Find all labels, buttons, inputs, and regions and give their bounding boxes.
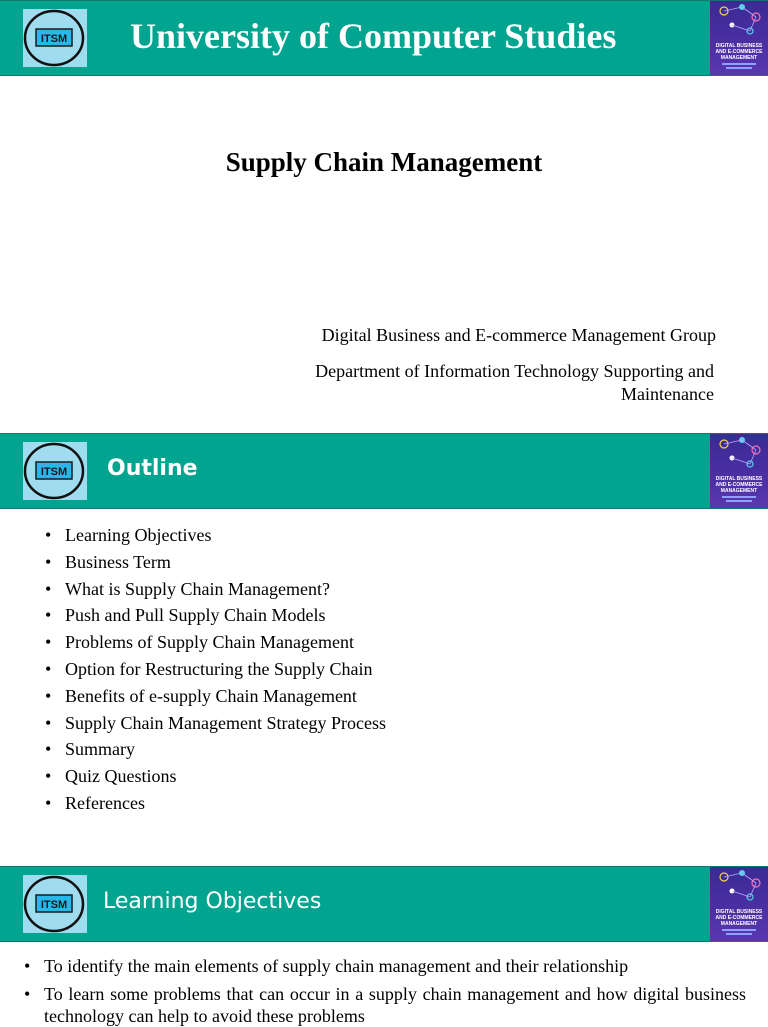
svg-text:AND E-COMMERCE: AND E-COMMERCE [715, 49, 763, 55]
slide-title [0, 0, 768, 430]
outline-item: • Summary [43, 736, 723, 763]
objective-item: • To learn some problems that can occur in a supply chain management and how digital business technology can help to avoid these problems [22, 983, 746, 1027]
book-cover-image [710, 867, 768, 941]
header-banner [0, 0, 768, 76]
svg-text:DIGITAL BUSINESS: DIGITAL BUSINESS [715, 476, 763, 482]
svg-text:MANAGEMENT: MANAGEMENT [720, 55, 758, 61]
university-title: University of Computer Studies [130, 16, 617, 56]
outline-item: • Benefits of e-supply Chain Management [43, 683, 723, 710]
book-cover-image [710, 1, 768, 75]
outline-item: • Option for Restructuring the Supply Chain [43, 656, 723, 683]
objectives-list [22, 955, 746, 1027]
department-line-1: Department of Information Technology Supporting and [315, 361, 714, 381]
outline-title: Outline [107, 456, 198, 481]
itsm-logo [23, 875, 87, 933]
logo-text: ITSM [40, 899, 68, 911]
outline-item: • What is Supply Chain Management? [43, 576, 723, 603]
svg-text:MANAGEMENT: MANAGEMENT [720, 488, 758, 494]
svg-text:AND E-COMMERCE: AND E-COMMERCE [715, 482, 763, 488]
svg-text:DIGITAL BUSINESS: DIGITAL BUSINESS [715, 43, 763, 49]
logo-text: ITSM [40, 33, 68, 45]
department-line-2: Maintenance [621, 384, 714, 404]
svg-text:DIGITAL BUSINESS: DIGITAL BUSINESS [715, 909, 763, 915]
logo-text: ITSM [40, 466, 68, 478]
book-cover-image [710, 434, 768, 508]
objective-item: • To identify the main elements of supply chain management and their relationship [22, 955, 746, 977]
outline-list [43, 522, 723, 817]
outline-item: • Learning Objectives [43, 522, 723, 549]
slide-outline [0, 433, 768, 865]
outline-item: • Push and Pull Supply Chain Models [43, 602, 723, 629]
outline-item: • References [43, 790, 723, 817]
header-banner [0, 433, 768, 509]
outline-item: • Problems of Supply Chain Management [43, 629, 723, 656]
outline-item: • Business Term [43, 549, 723, 576]
svg-text:AND E-COMMERCE: AND E-COMMERCE [715, 915, 763, 921]
learning-objectives-title: Learning Objectives [103, 889, 322, 914]
outline-item: • Quiz Questions [43, 763, 723, 790]
slide-learning-objectives [0, 866, 768, 1024]
outline-item: • Supply Chain Management Strategy Process [43, 710, 723, 737]
svg-text:MANAGEMENT: MANAGEMENT [720, 921, 758, 927]
itsm-logo [23, 442, 87, 500]
header-banner [0, 866, 768, 942]
itsm-logo [23, 9, 87, 67]
presentation-title: Supply Chain Management [225, 147, 543, 177]
group-name: Digital Business and E-commerce Management Group [321, 325, 716, 345]
